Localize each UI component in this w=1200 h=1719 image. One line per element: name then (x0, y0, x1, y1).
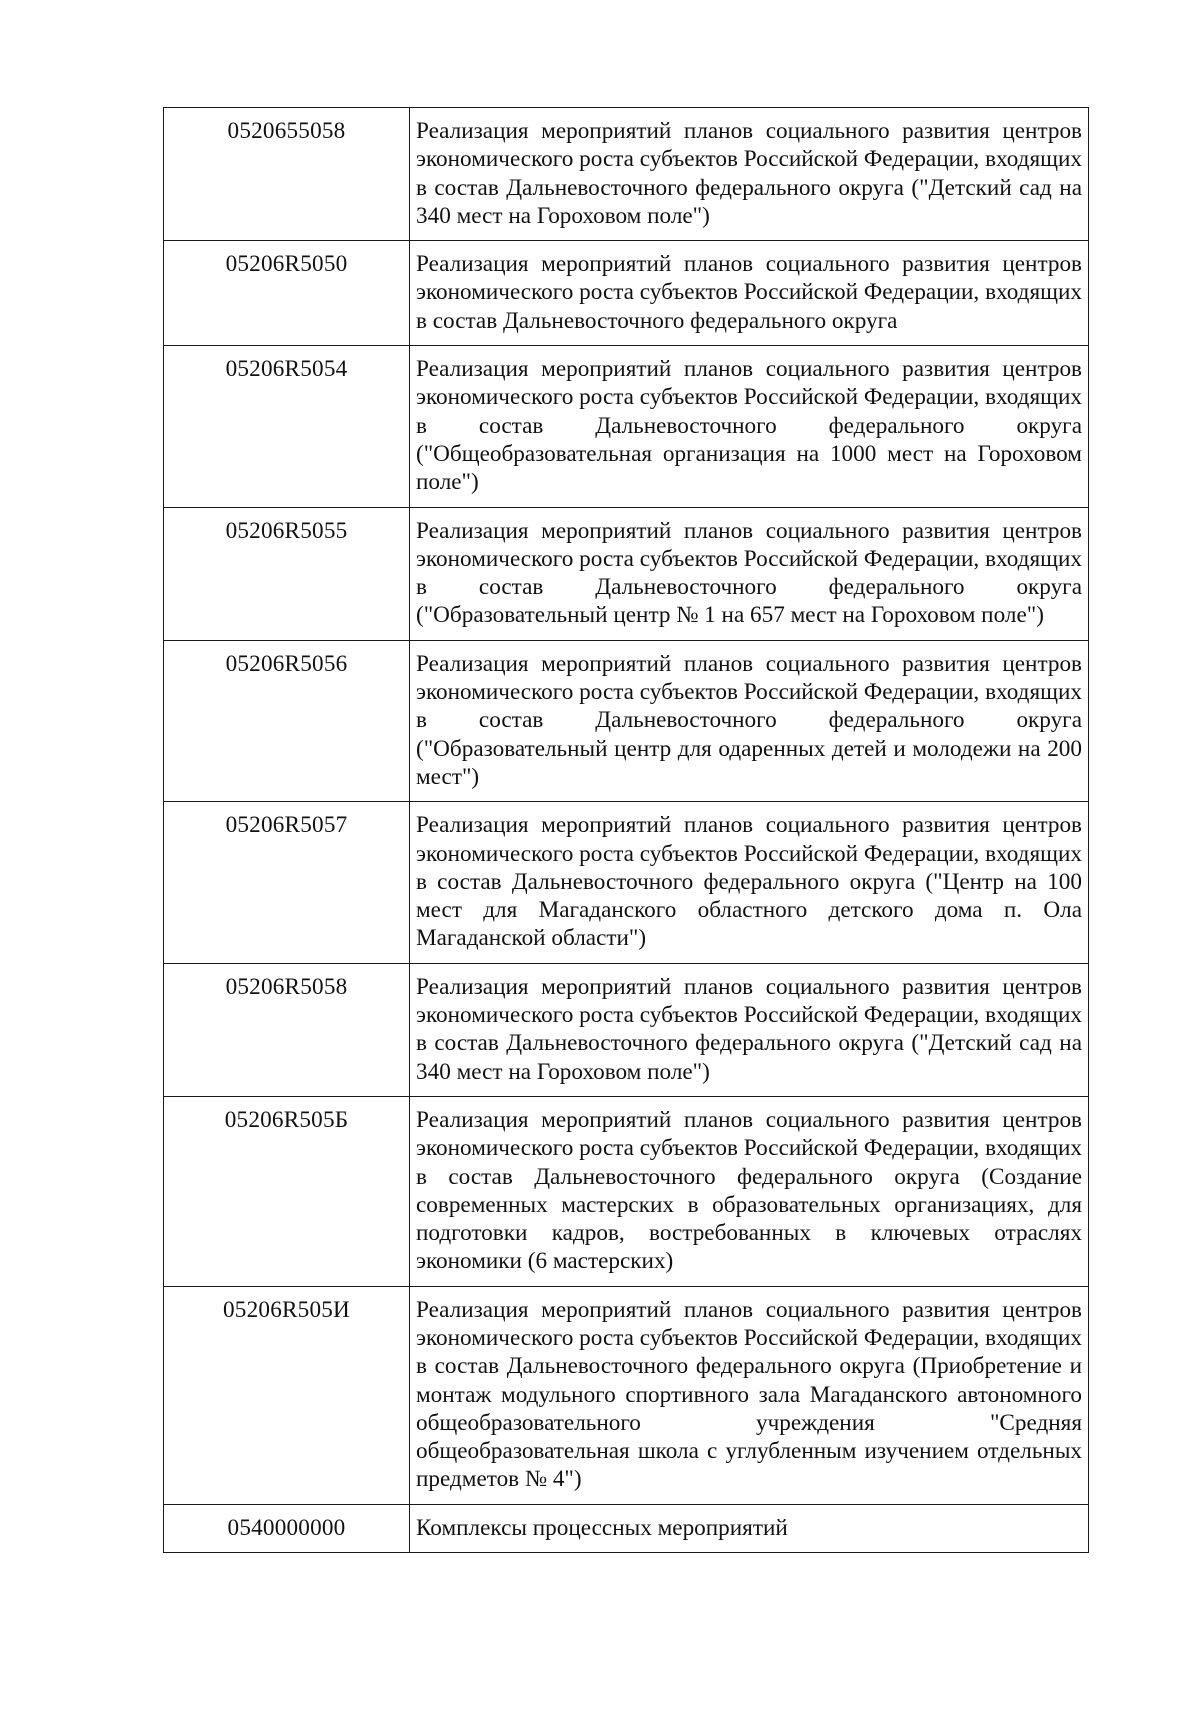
row-code: 05206R5050 (164, 241, 410, 346)
row-description: Реализация мероприятий планов социального развития центров экономического роста субъектов Российской Федерации, входящих в состав Дальневосточного федерального округа (Приобретение и монтаж модульного спортивного зала Магаданского автономного общеобразовательного учреждения "Средняя общеобразовательная школа с углубленным изучением отдельных предметов № 4") (410, 1286, 1089, 1504)
row-code: 05206R5054 (164, 346, 410, 507)
row-description: Реализация мероприятий планов социального развития центров экономического роста субъектов Российской Федерации, входящих в состав Дальневосточного федерального округа ("Детский сад на 340 мест на Гороховом поле") (410, 963, 1089, 1096)
row-description: Реализация мероприятий планов социального развития центров экономического роста субъектов Российской Федерации, входящих в состав Дальневосточного федерального округа ("Образовательный центр для одаренных детей и молодежи на 200 мест") (410, 640, 1089, 801)
row-code: 05206R5056 (164, 640, 410, 801)
table-row (164, 1096, 1089, 1286)
table-row (164, 802, 1089, 963)
row-code: 05206R5055 (164, 507, 410, 640)
row-description: Реализация мероприятий планов социального развития центров экономического роста субъектов Российской Федерации, входящих в состав Дальневосточного федерального округа ("Центр на 100 мест для Магаданского областного детского дома п. Ола Магаданской области") (410, 802, 1089, 963)
row-code: 05206R5057 (164, 802, 410, 963)
table-row (164, 1286, 1089, 1504)
row-description: Реализация мероприятий планов социального развития центров экономического роста субъектов Российской Федерации, входящих в состав Дальневосточного федерального округа ("Детский сад на 340 мест на Гороховом поле") (410, 108, 1089, 241)
table-row (164, 241, 1089, 346)
table-row (164, 507, 1089, 640)
table-row (164, 963, 1089, 1096)
table-row (164, 640, 1089, 801)
row-code: 05206R505И (164, 1286, 410, 1504)
row-code: 05206R505Б (164, 1096, 410, 1286)
table-row (164, 1504, 1089, 1552)
table-row (164, 108, 1089, 241)
row-description: Реализация мероприятий планов социального развития центров экономического роста субъектов Российской Федерации, входящих в состав Дальневосточного федерального округа (410, 241, 1089, 346)
row-code: 0540000000 (164, 1504, 410, 1552)
row-description: Реализация мероприятий планов социального развития центров экономического роста субъектов Российской Федерации, входящих в состав Дальневосточного федерального округа (Создание современных мастерских в образовательных организациях, для подготовки кадров, востребованных в ключевых отраслях экономики (6 мастерских) (410, 1096, 1089, 1286)
table-row (164, 346, 1089, 507)
row-code: 0520655058 (164, 108, 410, 241)
row-description: Реализация мероприятий планов социального развития центров экономического роста субъектов Российской Федерации, входящих в состав Дальневосточного федерального округа ("Общеобразовательная организация на 1000 мест на Гороховом поле") (410, 346, 1089, 507)
row-description: Реализация мероприятий планов социального развития центров экономического роста субъектов Российской Федерации, входящих в состав Дальневосточного федерального округа ("Образовательный центр № 1 на 657 мест на Гороховом поле") (410, 507, 1089, 640)
row-description: Комплексы процессных мероприятий (410, 1504, 1089, 1552)
budget-classification-table (163, 107, 1089, 1553)
row-code: 05206R5058 (164, 963, 410, 1096)
